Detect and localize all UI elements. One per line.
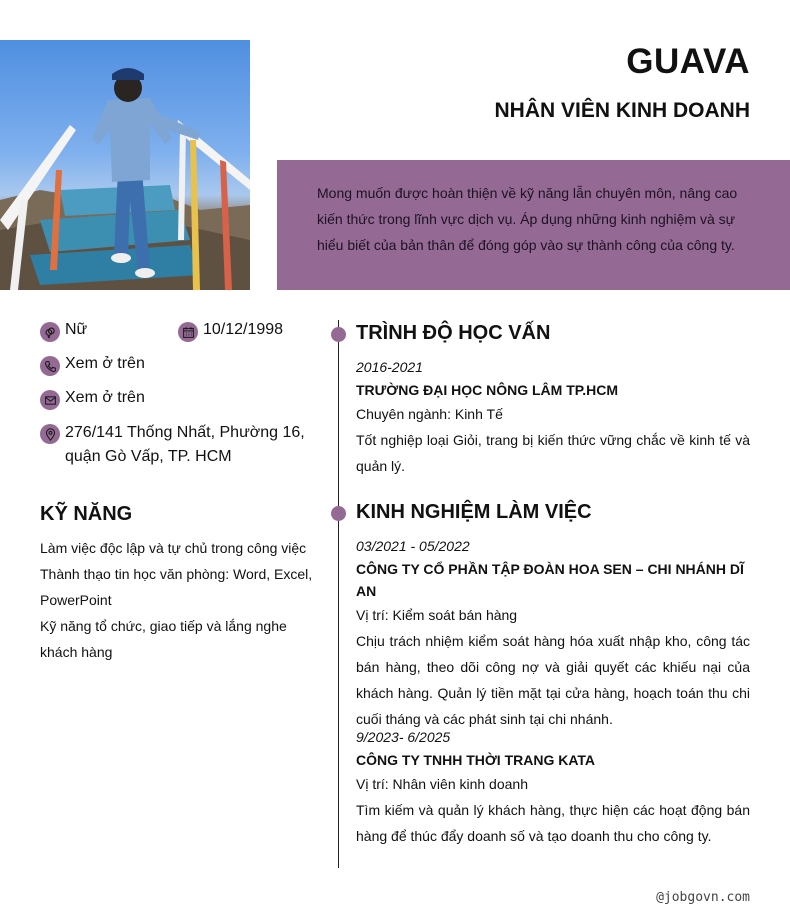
phone-row: [40, 355, 145, 376]
job-period: 03/2021 - 05/2022: [356, 538, 470, 554]
gender-value: Nữ: [65, 321, 88, 338]
experience-title: KINH NGHIỆM LÀM VIỆC: [356, 501, 592, 523]
watermark-url: @jobgovn.com: [656, 890, 750, 905]
candidate-name: GUAVA: [626, 42, 750, 81]
timeline-line: [338, 320, 339, 868]
skill-item: Thành thạo tin học văn phòng: Word, Excel, PowerPoint: [40, 566, 313, 608]
email-icon: [40, 390, 60, 410]
gender-icon: [40, 322, 60, 342]
education-title: TRÌNH ĐỘ HỌC VẤN: [356, 322, 551, 344]
job-description: Chịu trách nhiệm kiểm soát hàng hóa xuất nhập kho, công tác bán hàng, theo dõi công nợ và giải quyết các khiếu nại của khách hàng. Quản lý tiền mặt tại cửa hàng, hoạch toán thu chi cuối tháng và các phát sinh tại chi nhánh.: [356, 633, 750, 727]
birthday-row: [178, 321, 283, 342]
skills-list: [40, 535, 315, 665]
address-value: 276/141 Thống Nhất, Phường 16, quận Gò Vấp, TP. HCM: [65, 424, 305, 465]
profile-photo-illustration: [0, 40, 250, 290]
education-major: Chuyên ngành: Kinh Tế: [356, 406, 503, 422]
experience-entry: [356, 725, 750, 849]
gender-row: [40, 321, 87, 342]
birthday-value: 10/12/1998: [203, 321, 284, 338]
education-entry: [356, 355, 750, 479]
education-school: TRƯỜNG ĐẠI HỌC NÔNG LÂM TP.HCM: [356, 382, 619, 398]
experience-entry: [356, 534, 750, 732]
skill-item: Làm việc độc lập và tự chủ trong công việc: [40, 540, 307, 556]
job-company: CÔNG TY TNHH THỜI TRANG KATA: [356, 752, 596, 768]
job-role: Vị trí: Nhân viên kinh doanh: [356, 776, 528, 792]
job-description: Tìm kiếm và quản lý khách hàng, thực hiện các hoạt động bán hàng để thúc đẩy doanh số và tạo doanh thu cho công ty.: [356, 802, 750, 844]
skill-item: Kỹ năng tổ chức, giao tiếp và lắng nghe khách hàng: [40, 618, 287, 660]
profile-photo: [0, 40, 250, 290]
job-period: 9/2023- 6/2025: [356, 729, 451, 745]
skills-title: KỸ NĂNG: [40, 503, 133, 525]
email-row: [40, 389, 145, 410]
phone-value: Xem ở trên: [65, 355, 145, 372]
timeline-dot: [331, 327, 346, 342]
career-objective: [277, 160, 790, 290]
education-description: Tốt nghiệp loại Giỏi, trang bị kiến thức vững chắc về kinh tế và quản lý.: [356, 432, 750, 474]
email-value: Xem ở trên: [65, 389, 145, 406]
phone-icon: [40, 356, 60, 376]
objective-text: Mong muốn được hoàn thiện về kỹ năng lẫn chuyên môn, nâng cao kiến thức trong lĩnh vực dịch vụ. Áp dụng những kinh nghiệm và sự hiểu biết của bản thân để đóng góp vào sự thành công của công ty.: [317, 185, 738, 253]
location-icon: [40, 424, 60, 444]
address-row: [40, 421, 315, 469]
education-period: 2016-2021: [356, 359, 423, 375]
job-company: CÔNG TY CỔ PHẦN TẬP ĐOÀN HOA SEN – CHI NHÁNH DĨ AN: [356, 561, 744, 599]
calendar-icon: [178, 322, 198, 342]
job-title: NHÂN VIÊN KINH DOANH: [494, 99, 750, 122]
job-role: Vị trí: Kiểm soát bán hàng: [356, 607, 518, 623]
timeline-dot: [331, 506, 346, 521]
